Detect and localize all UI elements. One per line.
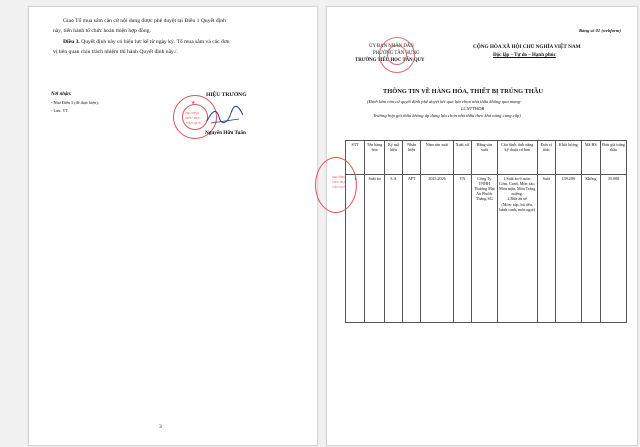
official-seal <box>379 37 415 73</box>
signer-name: Nguyễn Hữu Tuấn <box>205 130 246 136</box>
paragraph-line: Giao Tổ mua sắm căn cứ nội dung được phê duyệt tại Điều 1 Quyết định <box>63 18 226 24</box>
overprint-seal: TRƯỜNG TIỂU HỌC TẤN QUY <box>315 157 357 213</box>
cell-stt: 1 <box>346 175 365 323</box>
nation-motto: Độc lập – Tự do – Hạnh phúc <box>493 53 556 58</box>
column-header: STT <box>346 141 365 175</box>
table-header-row <box>346 141 627 175</box>
nation-title: CỘNG HÒA XÃ HỘI CHỦ NGHĨA VIỆT NAM <box>473 44 581 50</box>
subtitle-line: Trường hợp gói thầu không áp dụng lựa chọn nhà thầu theo khả năng cung cấp) <box>373 113 521 118</box>
column-header: Cấu hình, tính năng kỹ thuật cơ bản <box>497 141 537 175</box>
column-header: Khối lượng <box>555 141 581 175</box>
signer-title: HIỆU TRƯỞNG <box>206 92 247 98</box>
cell-unit: Suất <box>537 175 555 323</box>
column-header: Xuất xứ <box>453 141 471 175</box>
subtitle-line: (Đính kèm căn cứ quyết định phê duyệt kết quả lựa chọn nhà thầu không qua mạng- <box>367 99 522 104</box>
column-header: Hãng sản xuất <box>471 141 497 175</box>
column-header: Đơn giá trúng thầu <box>601 141 627 175</box>
article-3 <box>63 40 230 46</box>
cell-unit-price: 35.000 <box>601 175 627 323</box>
page-number: 3 <box>159 424 162 430</box>
cell-manufacturer: Công Ty TNHH Thương Mại An Phước Thắng SG <box>471 175 497 323</box>
cell-year: 2025,2026 <box>421 175 453 323</box>
column-header: Tên hàng hóa <box>365 141 384 175</box>
column-header: Mã HS <box>581 141 600 175</box>
article-3-label: Điều 3. <box>63 39 80 45</box>
org-line: ỦY BAN NHÂN DÂN <box>369 44 414 49</box>
cell-quantity: 139.200 <box>555 175 581 323</box>
official-seal: ★ TRƯỜNG TIỂU HỌC TẤN QUY <box>173 95 217 139</box>
document-title: THÔNG TIN VỀ HÀNG HÓA, THIẾT BỊ TRÚNG THẦU <box>383 88 543 95</box>
column-header: Đơn vị tính <box>537 141 555 175</box>
column-header: Nhãn hiệu <box>403 141 421 175</box>
document-page-right <box>326 6 638 446</box>
paragraph-line: này, tiến hành tổ chức hoàn thiện hợp đồng. <box>53 28 151 34</box>
column-header: Năm sản xuất <box>421 141 453 175</box>
document-page-left <box>28 6 318 446</box>
form-number: Bảng số 01 (webform) <box>579 28 621 33</box>
subtitle-line: LCNTTHDB <box>461 106 485 111</box>
cell-code: S.A <box>384 175 402 323</box>
org-name: TRƯỜNG TIỂU HỌC TẤN QUY <box>355 58 425 63</box>
cell-origin: VN <box>453 175 471 323</box>
cell-specs: 1.Suất ăn 6 món: Cơm, Canh, Món xào, Món mặn, Món Tráng miệng. 2.Bữa ăn xế (Món: súp, bú tiếu, bánh canh, món ngọt) <box>497 175 537 323</box>
cell-name: Suất ăn <box>365 175 384 323</box>
recipient-item: - Như Điều 3 (để thực hiện); <box>51 100 99 105</box>
article-3-text: Quyết định này có hiệu lực kể từ ngày ký. Tổ mua sắm và các đơn <box>81 39 230 45</box>
signature <box>205 105 245 127</box>
goods-table <box>345 140 627 323</box>
column-header: Ký mã hiệu <box>384 141 402 175</box>
table-row <box>346 175 627 323</box>
recipients-title: Nơi nhận: <box>51 92 72 97</box>
recipient-item: - Lưu: VT. <box>51 108 69 113</box>
cell-hs-code: Không <box>581 175 600 323</box>
cell-brand: APT <box>403 175 421 323</box>
paragraph-line: vị liên quan chịu trách nhiệm thi hành Quyết định này./. <box>53 49 178 55</box>
org-line: PHƯỜNG TÂN HƯNG <box>373 51 420 56</box>
